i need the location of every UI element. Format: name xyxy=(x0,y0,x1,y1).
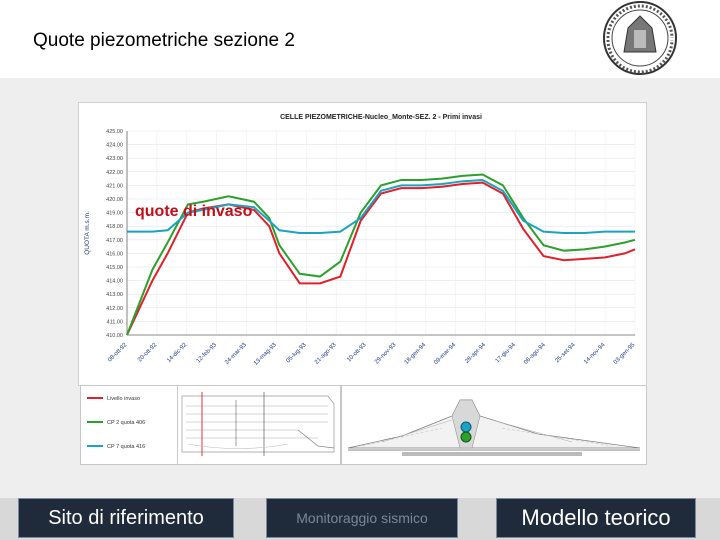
x-tick-label: 14-dic-92 xyxy=(166,342,189,365)
x-tick-label: 17-giu-94 xyxy=(494,342,517,365)
x-tick-label: 28-apr-94 xyxy=(464,342,488,365)
dam-cross-section xyxy=(341,385,647,465)
legend-label: CP 7 quota 416 xyxy=(107,444,146,450)
x-tick-label: 12-feb-93 xyxy=(195,342,219,365)
y-tick-label: 418.00 xyxy=(106,224,123,231)
chart-panel xyxy=(78,102,647,386)
legend-label: Livello invaso xyxy=(107,396,141,402)
x-tick-label: 24-mar-93 xyxy=(224,342,248,366)
y-axis-label: QUOTA m.s.m. xyxy=(84,211,91,255)
x-tick-label: 21-ago-93 xyxy=(314,342,338,366)
y-tick-label: 414.00 xyxy=(106,278,123,285)
y-tick-label: 413.00 xyxy=(106,292,123,299)
legend xyxy=(80,385,178,465)
x-tick-label: 18-gen-94 xyxy=(403,342,428,366)
modello-teorico-button[interactable]: Modello teorico xyxy=(496,498,696,538)
x-tick-label: 29-nov-93 xyxy=(373,342,398,366)
slide-title: Quote piezometriche sezione 2 xyxy=(33,30,295,51)
y-tick-label: 410.00 xyxy=(106,333,123,339)
y-tick-label: 416.00 xyxy=(106,251,123,258)
y-tick-label: 417.00 xyxy=(106,237,123,244)
y-tick-label: 422.00 xyxy=(106,169,123,176)
sito-di-riferimento-button[interactable]: Sito di riferimento xyxy=(18,498,234,538)
x-tick-label: 09-mar-94 xyxy=(433,342,458,366)
piezometric-chart xyxy=(79,103,646,385)
y-tick-label: 423.00 xyxy=(106,156,123,163)
chart-annotation: quote di invaso xyxy=(135,203,253,220)
piezometer-cp7-marker xyxy=(461,422,471,432)
x-tick-label: 08-ott-92 xyxy=(107,342,129,364)
x-tick-label: 05-lug-93 xyxy=(285,342,308,365)
monitoraggio-sismico-button[interactable]: Monitoraggio sismico xyxy=(266,498,458,538)
y-tick-label: 419.00 xyxy=(106,210,123,217)
chart-title: CELLE PIEZOMETRICHE-Nucleo_Monte-SEZ. 2 - Primi invasi xyxy=(280,114,482,121)
y-tick-label: 415.00 xyxy=(106,265,123,271)
y-tick-label: 420.00 xyxy=(106,197,123,203)
y-tick-label: 425.00 xyxy=(106,129,123,135)
x-tick-label: 06-ago-94 xyxy=(523,342,547,366)
x-tick-label: 10-ott-93 xyxy=(346,342,368,364)
y-tick-label: 421.00 xyxy=(106,183,123,190)
x-tick-label: 13-mag-93 xyxy=(253,342,278,367)
x-tick-label: 20-ott-92 xyxy=(137,342,159,364)
legend-label: CP 2 quota 406 xyxy=(107,420,146,426)
x-tick-label: 25-set-94 xyxy=(554,342,577,365)
y-tick-label: 411.00 xyxy=(106,319,123,326)
y-tick-label: 424.00 xyxy=(106,142,123,149)
piezometer-cp2-marker xyxy=(461,432,471,442)
dam-plan-view xyxy=(177,385,341,465)
legend-graphic xyxy=(81,386,177,464)
series-line-1 xyxy=(127,175,635,335)
x-tick-label: 14-nov-94 xyxy=(583,342,607,366)
university-seal-logo xyxy=(598,0,682,76)
y-tick-label: 412.00 xyxy=(106,305,123,312)
x-tick-label: 03-gen-95 xyxy=(612,342,637,366)
bottom-navigation xyxy=(0,498,720,540)
